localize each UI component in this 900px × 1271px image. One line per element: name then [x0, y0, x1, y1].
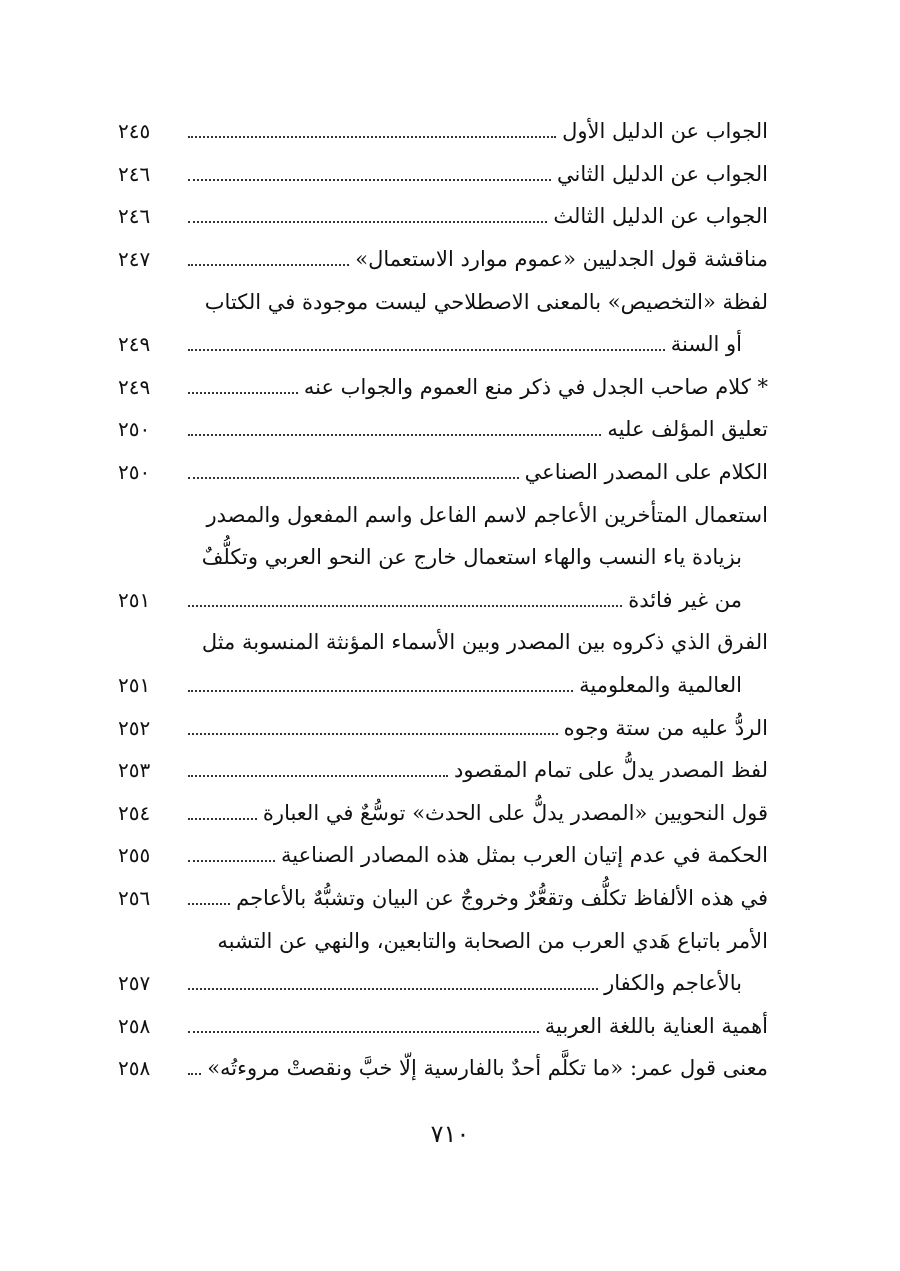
dot-leader — [188, 477, 519, 479]
toc-entry-page: ٢٥١ — [118, 673, 151, 698]
toc-entry — [118, 408, 768, 451]
toc-entry-page: ٢٥٢ — [118, 715, 151, 740]
toc-entry — [118, 195, 768, 238]
toc-entry — [118, 877, 768, 920]
dot-leader — [188, 860, 275, 862]
toc-entry — [118, 280, 768, 323]
toc-entry-title: معنى قول عمر: «ما تكلَّم أحدٌ بالفارسية إلّا خبَّ ونقصتْ مروءتُه» — [207, 1056, 768, 1081]
toc-entry-title: الكلام على المصدر الصناعي — [524, 460, 768, 485]
toc-entry-title: استعمال المتأخرين الأعاجم لاسم الفاعل واسم المفعول والمصدر — [206, 502, 768, 527]
toc-entry-title: مناقشة قول الجدليين «عموم موارد الاستعمال» — [355, 247, 768, 272]
toc-entry — [118, 1004, 768, 1047]
toc-entry-title: أهمية العناية باللغة العربية — [544, 1013, 768, 1038]
toc-entry-title: * كلام صاحب الجدل في ذكر منع العموم والجواب عنه — [303, 374, 768, 399]
toc-entry-title: الجواب عن الدليل الثالث — [553, 204, 768, 229]
toc-entry — [118, 664, 768, 707]
toc-entry-title: الردُّ عليه من ستة وجوه — [563, 715, 768, 740]
toc-entry-page: ٢٥٨ — [118, 1056, 151, 1081]
toc-entry — [118, 919, 768, 962]
toc-entry-title: في هذه الألفاظ تكلُّف وتقعُّرٌ وخروجٌ عن البيان وتشبُّهٌ بالأعاجم — [236, 885, 768, 910]
toc-entry — [118, 749, 768, 792]
dot-leader — [188, 349, 665, 351]
toc-entry-title: تعليق المؤلف عليه — [607, 417, 768, 442]
toc-entry-page: ٢٤٦ — [118, 161, 151, 186]
toc-entry-title: الحكمة في عدم إتيان العرب بمثل هذه المصادر الصناعية — [281, 843, 768, 868]
toc-entry — [118, 1047, 768, 1090]
toc-entry-title: من غير فائدة — [628, 587, 742, 612]
dot-leader — [188, 1031, 539, 1033]
dot-leader — [188, 434, 601, 436]
toc-entry-title: أو السنة — [670, 332, 742, 357]
toc-entry-page: ٢٥٠ — [118, 460, 151, 485]
dot-leader — [188, 136, 556, 138]
toc-entry-page: ٢٤٥ — [118, 119, 151, 144]
dot-leader — [188, 818, 257, 820]
toc-entry-page: ٢٥٧ — [118, 971, 151, 996]
toc-entry-page: ٢٤٧ — [118, 247, 151, 272]
toc-entry-title: قول النحويين «المصدر يدلُّ على الحدث» توسُّعٌ في العبارة — [262, 800, 768, 825]
dot-leader — [188, 264, 349, 266]
toc-entry — [118, 493, 768, 536]
toc-entry-page: ٢٤٦ — [118, 204, 151, 229]
toc-entry-title: الجواب عن الدليل الثاني — [557, 161, 768, 186]
toc-entry — [118, 153, 768, 196]
toc-entry-page: ٢٥٠ — [118, 417, 151, 442]
dot-leader — [188, 775, 448, 777]
toc-entry — [118, 621, 768, 664]
dot-leader — [188, 690, 573, 692]
dot-leader — [188, 903, 230, 905]
toc-entry — [118, 451, 768, 494]
toc-entry-title: بزيادة ياء النسب والهاء استعمال خارج عن النحو العربي وتكلُّفٌ — [201, 545, 742, 570]
toc-entry — [118, 536, 768, 579]
toc-entry — [118, 238, 768, 281]
dot-leader — [188, 179, 551, 181]
toc-entry — [118, 366, 768, 409]
toc-entry-page: ٢٥١ — [118, 587, 151, 612]
toc-entry — [118, 792, 768, 835]
toc-entry-title: الجواب عن الدليل الأول — [562, 119, 768, 144]
toc-entry-page: ٢٥٣ — [118, 758, 151, 783]
toc-entry-title: بالأعاجم والكفار — [604, 971, 742, 996]
toc-entry-page: ٢٥٦ — [118, 885, 151, 910]
table-of-contents — [118, 110, 768, 1090]
dot-leader — [188, 605, 622, 607]
dot-leader — [188, 221, 547, 223]
toc-entry — [118, 323, 768, 366]
toc-entry-title: لفظة «التخصيص» بالمعنى الاصطلاحي ليست موجودة في الكتاب — [204, 289, 768, 314]
toc-entry — [118, 834, 768, 877]
toc-entry-page: ٢٤٩ — [118, 332, 151, 357]
page-number: ٧١٠ — [430, 1120, 470, 1148]
dot-leader — [188, 988, 598, 990]
toc-entry — [118, 579, 768, 622]
toc-entry — [118, 110, 768, 153]
toc-entry-page: ٢٤٩ — [118, 374, 151, 399]
dot-leader — [188, 392, 298, 394]
toc-entry-title: الفرق الذي ذكروه بين المصدر وبين الأسماء المؤنثة المنسوبة مثل — [201, 630, 768, 655]
toc-entry — [118, 962, 768, 1005]
dot-leader — [188, 733, 558, 735]
toc-entry-title: الأمر باتباع هَدي العرب من الصحابة والتابعين، والنهي عن التشبه — [217, 928, 768, 953]
toc-entry-page: ٢٥٥ — [118, 843, 151, 868]
dot-leader — [188, 1073, 201, 1075]
toc-entry — [118, 706, 768, 749]
toc-entry-title: العالمية والمعلومية — [579, 673, 742, 698]
toc-entry-page: ٢٥٨ — [118, 1013, 151, 1038]
toc-entry-page: ٢٥٤ — [118, 800, 151, 825]
toc-entry-title: لفظ المصدر يدلُّ على تمام المقصود — [454, 758, 768, 783]
